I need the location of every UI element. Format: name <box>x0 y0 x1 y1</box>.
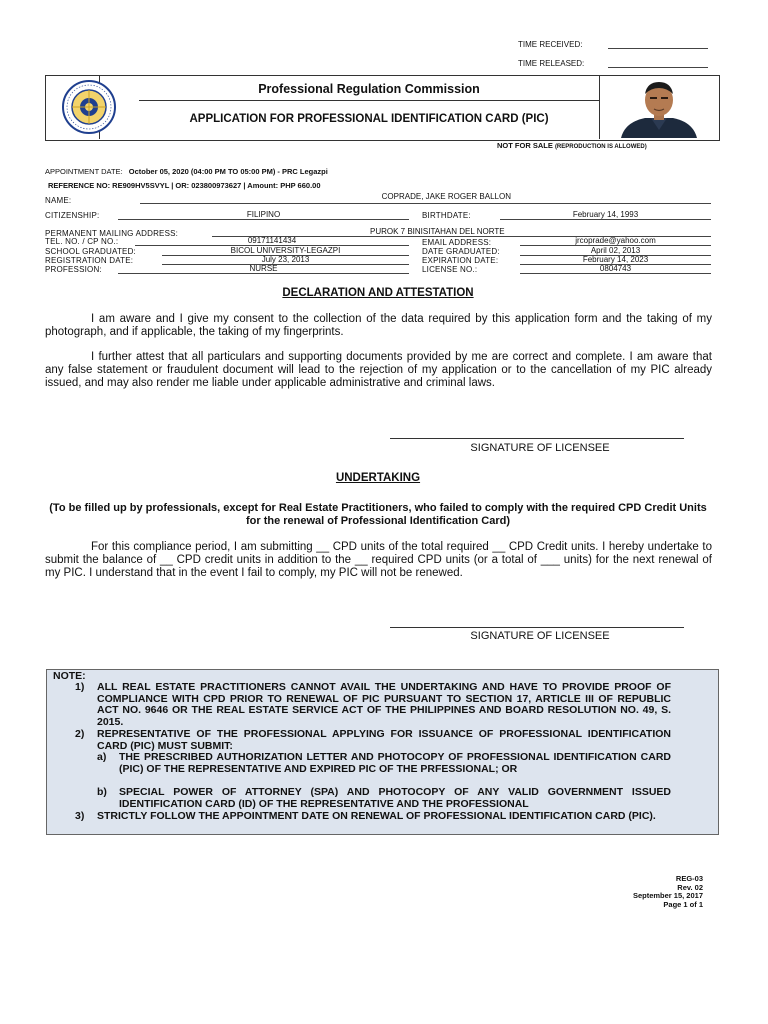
license-field[interactable] <box>520 273 711 274</box>
name-label: NAME: <box>45 196 72 205</box>
applicant-photo <box>601 76 717 138</box>
tel-label: TEL. NO. / CP NO.: <box>45 237 119 246</box>
time-received-label: TIME RECEIVED: <box>518 40 583 49</box>
appointment-label: APPOINTMENT DATE: <box>45 167 123 176</box>
email-value: jrcoprade@yahoo.com <box>575 236 656 245</box>
declaration-paragraph-2: I further attest that all particulars and supporting documents provided by me are correct and complete. I am aware that any false statement or fraudulent document will lead to the rejection of my application or to the cancellation of my PIC already issued, and may also render me liable under applicable administrative and criminal laws. <box>45 351 712 389</box>
citizenship-value: FILIPINO <box>246 210 281 219</box>
signature-line-2[interactable] <box>390 627 684 628</box>
header-divider-right <box>599 75 600 139</box>
not-for-sale <box>497 141 647 150</box>
date-graduated-label: DATE GRADUATED: <box>422 247 500 256</box>
address-label: PERMANENT MAILING ADDRESS: <box>45 229 179 238</box>
name-value: COPRADE, JAKE ROGER BALLON <box>381 192 511 201</box>
undertaking-paragraph: For this compliance period, I am submitting __ CPD units of the total required __ CPD Credit units. I hereby undertake to submit the balance of __ CPD credit units in addition to the __ required CPD units (or a total of ___ units) for the next renewal of my PIC. I understand that in the event I fail to comply, my PIC will not be renewed. <box>45 541 712 579</box>
declaration-paragraph-1: I am aware and I give my consent to the collection of the data required by this application form and the taking of my photograph, and if applicable, the taking of my fingerprints. <box>45 313 712 338</box>
birthdate-value: February 14, 1993 <box>572 210 639 219</box>
form-code: REG-03 <box>675 874 703 883</box>
page-number: Page 1 of 1 <box>663 899 703 909</box>
birthdate-label: BIRTHDATE: <box>422 211 471 220</box>
org-name: Professional Regulation Commission <box>258 82 480 96</box>
note-item-number: 2) <box>75 728 85 740</box>
registration-date-value: July 23, 2013 <box>261 255 310 264</box>
date-graduated-value: April 02, 2013 <box>590 246 641 255</box>
note-label: NOTE: <box>53 670 86 682</box>
note-subitem-letter: a) <box>97 751 107 763</box>
time-released-field[interactable] <box>608 67 708 68</box>
school-value: BICOL UNIVERSITY-LEGAZPI <box>230 246 341 255</box>
birthdate-field[interactable] <box>500 219 711 220</box>
school-label: SCHOOL GRADUATED: <box>45 247 136 256</box>
profession-value: NURSE <box>249 264 278 273</box>
time-released-label: TIME RELEASED: <box>518 59 585 68</box>
form-footer <box>560 875 703 909</box>
license-label: LICENSE NO.: <box>422 265 478 274</box>
note-box <box>46 669 719 835</box>
citizenship-field[interactable] <box>118 219 409 220</box>
not-for-sale-note: (REPRODUCTION IS ALLOWED) <box>554 144 647 150</box>
note-item-number: 3) <box>75 810 85 822</box>
signature-label-1: SIGNATURE OF LICENSEE <box>470 442 610 454</box>
note-item-text: REPRESENTATIVE OF THE PROFESSIONAL APPLYING FOR ISSUANCE OF PROFESSIONAL IDENTIFICATION CARD (PIC) MUST SUBMIT: <box>97 728 671 752</box>
declaration-title: DECLARATION AND ATTESTATION <box>282 287 474 299</box>
note-item-number: 1) <box>75 681 85 693</box>
signature-line-1[interactable] <box>390 438 684 439</box>
signature-label-2: SIGNATURE OF LICENSEE <box>470 630 610 642</box>
note-item-text: ALL REAL ESTATE PRACTITIONERS CANNOT AVAIL THE UNDERTAKING AND HAVE TO PROVIDE PROOF OF COMPLIANCE WITH CPD PRIOR TO RENEWAL OF PIC PURSUANT TO SECTION 17, ARTICLE III OF REPUBLIC ACT NO. 9646 OR THE REAL ESTATE SERVICE ACT OF THE PHILIPPINES AND BOARD RESOLUTION NO. 49, S. 2015. <box>97 681 671 728</box>
header-divider-mid <box>139 100 599 101</box>
expiration-date-label: EXPIRATION DATE: <box>422 256 499 265</box>
tel-value: 09171141434 <box>247 236 297 245</box>
time-received-field[interactable] <box>608 48 708 49</box>
address-value: PUROK 7 BINISITAHAN DEL NORTE <box>370 227 505 236</box>
prc-seal <box>50 79 128 135</box>
profession-field[interactable] <box>118 273 409 274</box>
email-label: EMAIL ADDRESS: <box>422 238 492 247</box>
license-value: 0804743 <box>599 264 632 273</box>
profession-label: PROFESSION: <box>45 265 102 274</box>
form-title: APPLICATION FOR PROFESSIONAL IDENTIFICATION CARD (PIC) <box>189 113 549 125</box>
note-subitem-text: THE PRESCRIBED AUTHORIZATION LETTER AND PHOTOCOPY OF PROFESSIONAL IDENTIFICATION CARD (PIC) OF THE REPRESENTATIVE AND EXPIRED PIC OF THE PRFESSIONAL; OR <box>119 751 671 775</box>
name-field[interactable] <box>140 203 711 204</box>
note-item-text: STRICTLY FOLLOW THE APPOINTMENT DATE ON RENEWAL OF PROFESSIONAL IDENTIFICATION CARD (PIC). <box>97 810 656 822</box>
note-subitem-text: SPECIAL POWER OF ATTORNEY (SPA) AND PHOTOCOPY OF ANY VALID GOVERNMENT ISSUED IDENTIFICATION CARD (ID) OF THE REPRESENTATIVE AND THE PROFESSIONAL <box>119 786 671 810</box>
form-revision: Rev. 02 <box>677 882 703 892</box>
registration-date-label: REGISTRATION DATE: <box>45 256 134 265</box>
note-subitem-letter: b) <box>97 786 107 798</box>
undertaking-subtitle: (To be filled up by professionals, except for Real Estate Practitioners, who failed to comply with the required CPD Credit Units for the renewal of Professional Identification Card) <box>49 502 707 527</box>
appointment-line <box>45 167 328 176</box>
reference-line: REFERENCE NO: RE909HV5SVYL | OR: 023800973627 | Amount: PHP 660.00 <box>48 181 321 190</box>
undertaking-title: UNDERTAKING <box>335 472 421 484</box>
expiration-date-value: February 14, 2023 <box>582 255 649 264</box>
form-date: September 15, 2017 <box>632 891 703 900</box>
not-for-sale-label: NOT FOR SALE <box>497 141 553 150</box>
appointment-value: October 05, 2020 (04:00 PM TO 05:00 PM) - PRC Legazpi <box>128 167 328 176</box>
citizenship-label: CITIZENSHIP: <box>45 211 100 220</box>
